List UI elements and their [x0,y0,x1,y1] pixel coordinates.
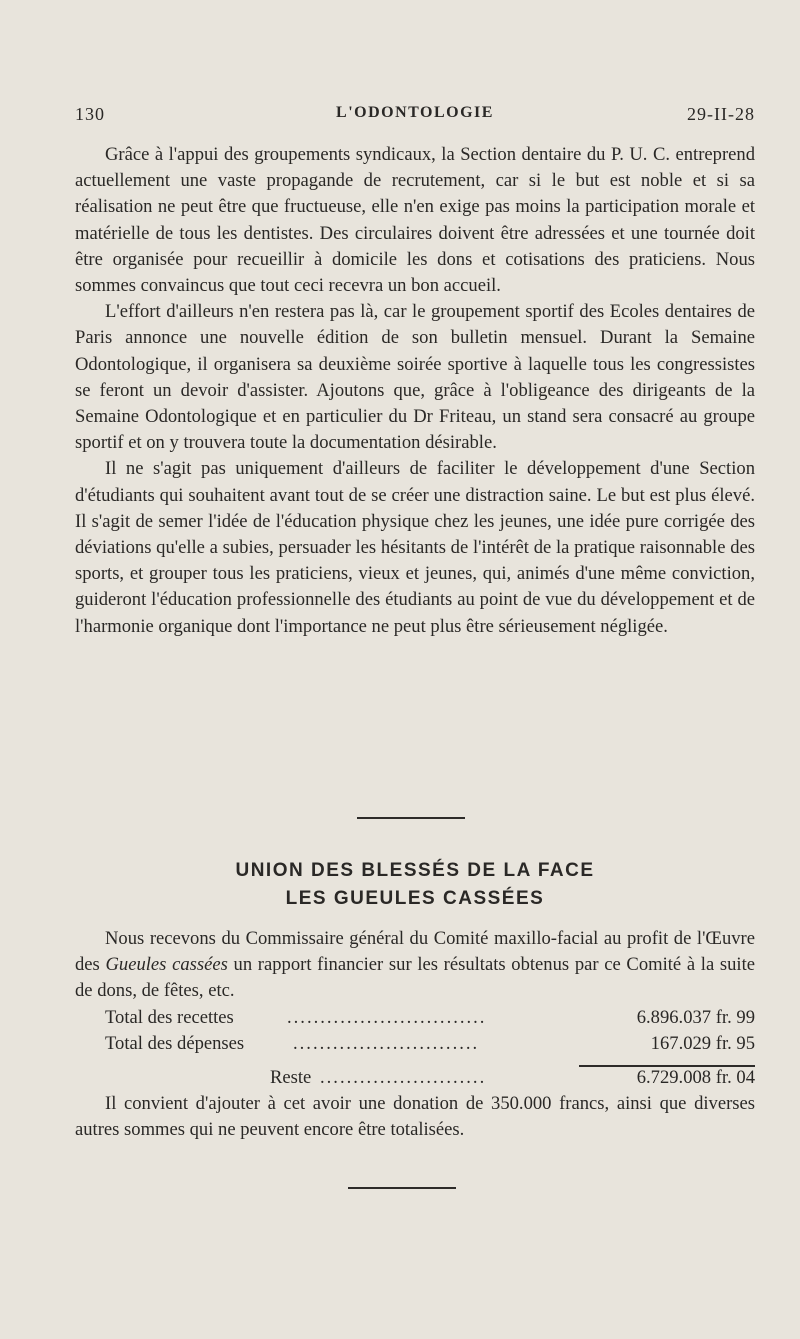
row-depenses [75,1031,755,1057]
paragraph-1: Grâce à l'appui des groupements syndicaux, la Section dentaire du P. U. C. entreprend actuellement une vaste propagande de recrutement, car si le but est noble et si sa réalisation ne peut être que fructueuse, elle n'en exige pas moins la participation morale et matérielle de tous les dentistes. Des circulaires doivent être adressées et une tournée doit être organisée pour recueillir à domicile les dons et cotisations des praticiens. Nous sommes convaincus que tout ceci recevra un bon accueil. [75,144,755,297]
row-label: Total des dépenses [105,1032,245,1054]
intro-text-after: un rapport financier sur les résultats obtenus par ce Comité à la suite de dons, de fêtes, etc. [75,954,755,1002]
article-body [75,142,755,640]
leader-dots: .............................. [287,1006,487,1028]
intro-text-before: Nous recevons du Commissaire général du Comité maxillo-facial au profit de l'Œuvre des [75,928,755,976]
paragraph-3: Il ne s'agit pas uniquement d'ailleurs de faciliter le développement d'une Section d'étudiants qui souhaitent avant tout de se créer une distraction saine. Le but est plus élevé. Il s'agit de semer l'idée de l'éducation physique chez les jeunes, une idée pure corrigée des déviations qu'elle a subies, persuader les hésitants de l'intérêt de la pratique raisonnable des sports, et grouper tous les praticiens, vieux et jeunes, qui, animés d'une même conviction, guideront l'éducation professionnelle des étudiants au point de vue du développement et de l'harmonie organique dont l'importance ne peut plus être sérieusement négligée. [75,458,755,637]
journal-title: L'ODONTOLOGIE [336,104,494,121]
row-label: Reste [270,1066,312,1088]
leader-dots: ............................ [293,1032,480,1054]
leader-dots: ......................... [320,1066,487,1088]
section-heading-1: UNION DES BLESSÉS DE LA FACE [235,860,595,881]
paragraph-2: L'effort d'ailleurs n'en restera pas là, car le groupement sportif des Ecoles dentaires de Paris annonce une nouvelle édition de son bulletin mensuel. Durant la Semaine Odontologique, il organisera sa deuxième soirée sportive à laquelle tous les congressistes se feront un devoir d'assister. Ajoutons que, grâce à l'obligeance des dirigeants de la Semaine Odontologique et en particulier du Dr Friteau, un stand sera consacré au groupe sportif et on y trouvera toute la documentation désirable. [75,301,755,454]
intro-italic-title: Gueules cassées [105,954,228,976]
row-label: Total des recettes [105,1006,234,1028]
end-divider [348,1187,456,1189]
page-number: 130 [75,104,105,124]
row-reste [75,1065,755,1091]
row-recettes [75,1005,755,1031]
report-intro [75,926,755,1005]
row-value: 167.029 fr. 95 [650,1032,755,1054]
section-heading-2: LES GUEULES CASSÉES [285,888,545,909]
row-value: 6.729.008 fr. 04 [636,1066,755,1088]
closing-paragraph: Il convient d'ajouter à cet avoir une donation de 350.000 francs, ainsi que diverses autres sommes qui ne peuvent encore être totalisées. [75,1093,755,1141]
row-value: 6.896.037 fr. 99 [636,1006,755,1028]
running-header [75,104,755,128]
section-divider [357,817,465,819]
report-body [75,926,755,1144]
issue-date: 29-II-28 [687,104,755,124]
